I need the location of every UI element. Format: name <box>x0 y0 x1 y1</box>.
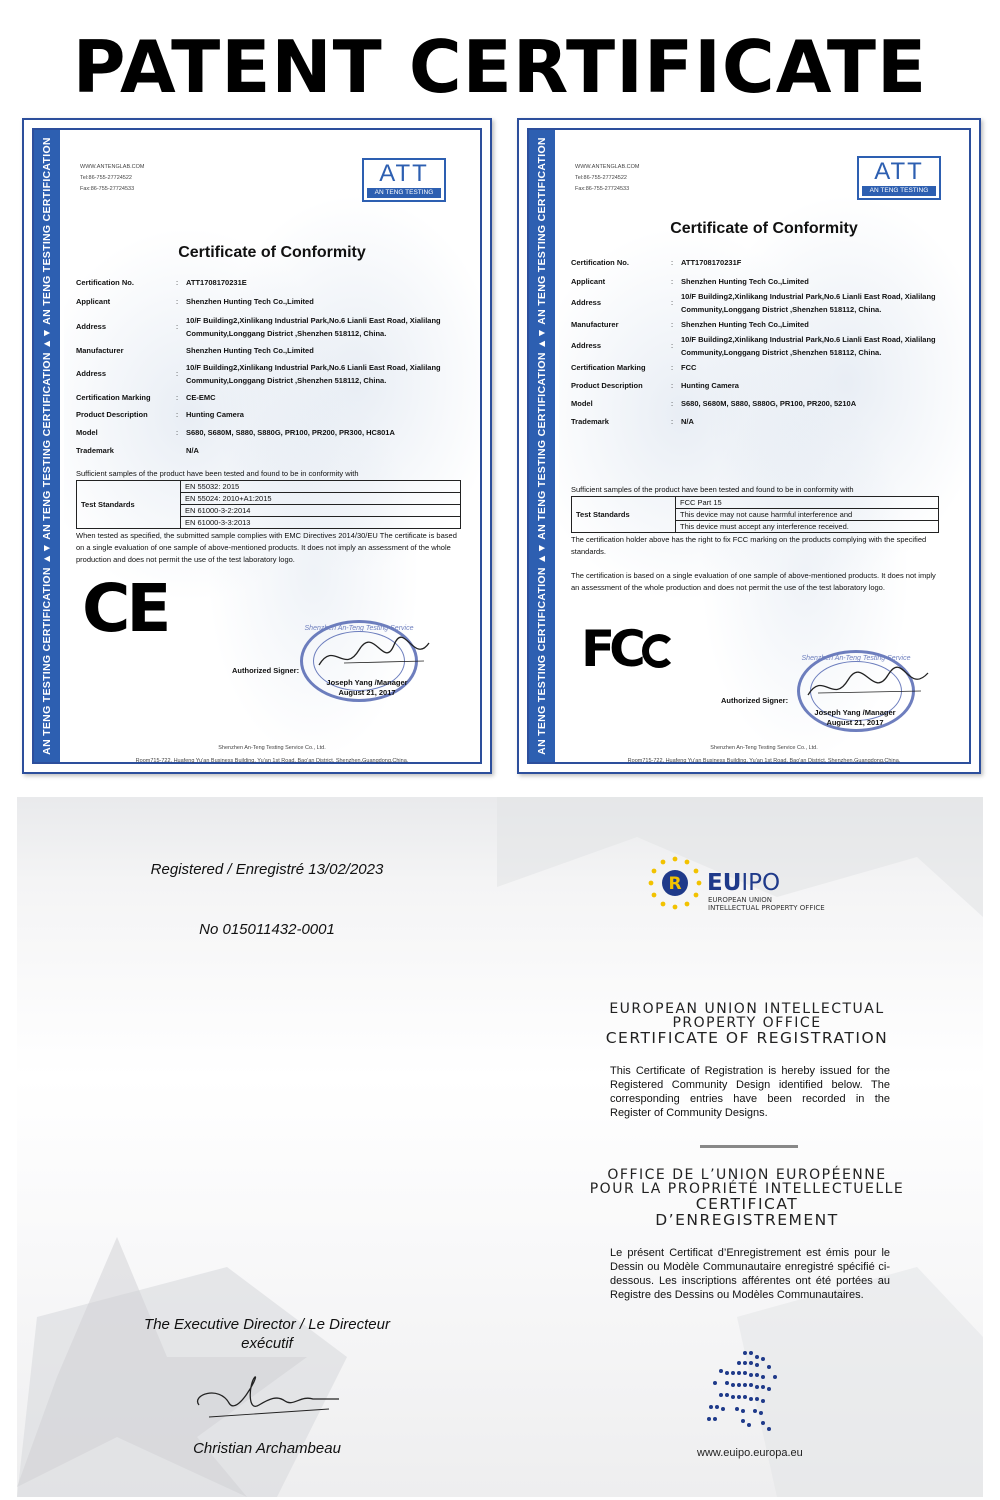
eu-map-graphic <box>697 1345 793 1437</box>
eu-stars-emblem <box>647 855 703 911</box>
evaluation-note: The certification is based on a single evaluation of one sample of above-mentioned products. It does not imply an assessment of the whole production and does not permit the use of the test laboratory logo. <box>571 571 936 592</box>
field-label: Product Description <box>571 381 643 390</box>
side-banner <box>34 130 60 762</box>
field-label: Certification No. <box>76 278 134 287</box>
field-label: Product Description <box>76 410 148 419</box>
certificate-body <box>64 130 480 762</box>
euipo-url: www.euipo.europa.eu <box>697 1447 803 1459</box>
field-value: 10/F Building2,Xinlikang Industrial Park,No.6 Lianli East Road, Xialilang Community,Longgang District ,Shenzhen 518112, China. <box>186 363 441 385</box>
signer-name-text: Joseph Yang /Manager <box>326 678 408 687</box>
svg-text:R: R <box>668 874 682 894</box>
lab-footer <box>559 742 969 768</box>
en-heading-line: CERTIFICATE OF REGISTRATION <box>605 1029 889 1047</box>
field-value: FCC <box>681 363 697 372</box>
stamp-text: Shenzhen An-Teng Testing Service <box>801 655 911 662</box>
side-banner-text: AN TENG TESTING CERTIFICATION ▲▼ AN TENG TESTING CERTIFICATION ▲▼ AN TENG TESTING CERTIFICATION <box>536 137 548 755</box>
euipo-certificate <box>17 797 983 1497</box>
field-row: Certification Marking : CE-EMC <box>76 391 472 404</box>
field-value: 10/F Building2,Xinlikang Industrial Park,No.6 Lianli East Road, Xialilang Community,Longgang District ,Shenzhen 518112, China. <box>681 335 936 357</box>
field-row: Product Description : Hunting Camera <box>76 408 472 421</box>
signature-date: August 21, 2017 <box>826 718 884 727</box>
certificate-fields <box>76 276 472 457</box>
registration-date: Registered / Enregistré 13/02/2023 <box>150 861 384 878</box>
en-heading-line: PROPERTY OFFICE <box>672 1015 822 1031</box>
certificate-fields <box>571 256 961 428</box>
fr-heading-line: CERTIFICAT <box>695 1195 799 1213</box>
field-value: S680, S680M, S880, S880G, PR100, PR200, PR300, HC801A <box>186 428 395 437</box>
field-row: Model : S680, S680M, S880, S880G, PR100, PR200, PR300, HC801A <box>76 426 472 439</box>
standard-item: EN 55024: 2010+A1:2015 <box>181 493 460 505</box>
conformity-statement: Sufficient samples of the product have been tested and found to be in conformity with <box>76 469 359 478</box>
euipo-logo-subtitle <box>708 896 825 912</box>
field-label: Certification Marking <box>571 363 646 372</box>
signature-scribble <box>314 635 434 675</box>
test-standards-label: Test Standards <box>77 481 181 529</box>
field-row: Manufacturer : Shenzhen Hunting Tech Co.,Limited <box>571 318 961 331</box>
field-row: Model : S680, S680M, S880, S880G, PR100, PR200, 5210A <box>571 397 961 410</box>
fr-heading-line: OFFICE DE L’UNION EUROPÉENNE <box>607 1167 887 1183</box>
field-row: Applicant : Shenzhen Hunting Tech Co.,Limited <box>76 295 472 308</box>
lab-footer-name: Shenzhen An-Teng Testing Service Co., Ltd. <box>710 745 818 751</box>
ce-mark: CE <box>82 570 168 647</box>
standard-item: EN 61000-3-3:2013 <box>185 518 251 527</box>
field-row: Product Description : Hunting Camera <box>571 379 961 392</box>
att-logo <box>362 158 446 202</box>
lab-contact <box>80 162 144 195</box>
field-label: Address <box>76 369 107 378</box>
side-banner <box>529 130 555 762</box>
lab-footer-address: Room715-722, Huafeng Yu'an Business Building, Yu'an 1st Road, Bao'an District, Shenzhen,Guangdong,China. <box>627 758 901 764</box>
att-logo-tagline: AN TENG TESTING <box>862 186 936 196</box>
certificate-frame <box>32 128 482 764</box>
field-value: Shenzhen Hunting Tech Co.,Limited <box>681 277 809 286</box>
field-value: 10/F Building2,Xinlikang Industrial Park,No.6 Lianli East Road, Xialilang Community,Longgang District ,Shenzhen 518112, China. <box>186 316 441 338</box>
conformity-statement: Sufficient samples of the product have been tested and found to be in conformity with <box>571 485 854 494</box>
lab-footer-name: Shenzhen An-Teng Testing Service Co., Ltd. <box>218 745 326 751</box>
field-value: N/A <box>186 446 199 455</box>
field-row: Certification No. : ATT1708170231E <box>76 276 472 289</box>
field-value: Shenzhen Hunting Tech Co.,Limited <box>681 320 809 329</box>
test-standards-label: Test Standards <box>572 497 676 533</box>
field-label: Applicant <box>571 277 606 286</box>
field-value: ATT1708170231E <box>186 278 247 287</box>
lab-website: WWW.ANTENGLAB.COM <box>575 164 640 170</box>
lab-footer-address: Room715-722, Huafeng Yu'an Business Building, Yu'an 1st Road, Bao'an District, Shenzhen,Guangdong,China. <box>135 758 409 764</box>
lab-fax: Fax:86-755-27724533 <box>80 186 135 192</box>
field-label: Model <box>571 399 593 408</box>
field-value: CE-EMC <box>186 393 216 402</box>
lab-fax: Fax:86-755-27724533 <box>575 186 630 192</box>
fcc-mark <box>581 620 676 678</box>
lab-telephone: Tel:86-755-27724522 <box>80 175 132 181</box>
field-label: Certification Marking <box>76 393 151 402</box>
certificate-frame <box>527 128 971 764</box>
fr-heading-line: POUR LA PROPRIÉTÉ INTELLECTUELLE <box>589 1181 905 1197</box>
field-value: Shenzhen Hunting Tech Co.,Limited <box>186 297 314 306</box>
standard-item: This device must accept any interference received. <box>680 522 849 531</box>
euipo-logo-sub-2: INTELLECTUAL PROPERTY OFFICE <box>708 904 825 912</box>
field-value: Shenzhen Hunting Tech Co.,Limited <box>186 346 314 355</box>
standard-item: This device may not cause harmful interference and <box>676 509 938 521</box>
ce-certificate <box>22 118 492 774</box>
compliance-note: When tested as specified, the submitted sample complies with EMC Directives 2014/30/EU The certificate is based on a single evaluation of one sample of above-mentioned products. It does not imply an assessment of the whole production and does not permit the use of the test laboratory logo. <box>76 531 457 564</box>
signer-name <box>799 708 911 728</box>
standard-item: EN 61000-3-2:2014 <box>181 505 460 517</box>
signature-date: August 21, 2017 <box>338 688 396 697</box>
fr-heading-line: D’ENREGISTREMENT <box>655 1211 839 1229</box>
field-row: Address : 10/F Building2,Xinlikang Industrial Park,No.6 Lianli East Road, Xialilang Community,Longgang District ,Shenzhen 518112, China. <box>571 333 961 359</box>
field-row <box>76 444 472 457</box>
field-label: Trademark <box>571 417 609 426</box>
field-label: Address <box>571 298 602 307</box>
field-label: Manufacturer <box>571 320 619 329</box>
field-row: Address : 10/F Building2,Xinlikang Industrial Park,No.6 Lianli East Road, Xialilang Community,Longgang District ,Shenzhen 518112, China. <box>76 361 472 387</box>
standard-item: EN 55032: 2015 <box>181 481 460 493</box>
test-standards-table <box>76 480 461 529</box>
page-headline: PATENT CERTIFICATE <box>72 25 928 109</box>
field-value: ATT1708170231F <box>681 258 742 267</box>
en-heading-line: EUROPEAN UNION INTELLECTUAL <box>609 1001 885 1017</box>
lab-telephone: Tel:86-755-27724522 <box>575 175 627 181</box>
fcc-marking-note: The certification holder above has the right to fix FCC marking on the products complying with the specified standards. <box>571 535 927 556</box>
att-logo <box>857 156 941 200</box>
att-logo-tagline: AN TENG TESTING <box>367 188 441 198</box>
signer-name <box>312 678 422 698</box>
euipo-wordmark-ipo: IPO <box>741 870 781 896</box>
lab-contact <box>575 162 639 195</box>
lab-footer <box>64 742 480 768</box>
field-label: Applicant <box>76 297 111 306</box>
field-row: Trademark : N/A <box>571 415 961 428</box>
english-heading <box>537 1002 957 1046</box>
field-label: Model <box>76 428 98 437</box>
certificate-body <box>559 130 969 762</box>
field-label: Manufacturer <box>76 346 124 355</box>
registration-number: No 015011432-0001 <box>199 921 335 938</box>
field-label: Certification No. <box>571 258 629 267</box>
english-paragraph: This Certificate of Registration is hereby issued for the Registered Community Design identified below. The corresponding entries have been recorded in the Register of Community Designs. <box>610 1065 890 1119</box>
att-logo-letters: ATT <box>874 158 924 185</box>
signer-name-text: Joseph Yang /Manager <box>814 708 896 717</box>
att-logo-letters: ATT <box>379 160 429 187</box>
section-divider <box>700 1145 798 1148</box>
field-label: Address <box>76 322 107 331</box>
background-star-shapes <box>17 797 983 1497</box>
field-row: Address : 10/F Building2,Xinlikang Industrial Park,No.6 Lianli East Road, Xialilang Community,Longgang District ,Shenzhen 518112, China. <box>571 290 961 316</box>
field-row <box>76 344 472 357</box>
authorized-signer-label: Authorized Signer: <box>232 666 300 675</box>
authorized-signer-label: Authorized Signer: <box>721 696 789 705</box>
euipo-logo-sub-1: EUROPEAN UNION <box>708 896 772 904</box>
director-title: The Executive Director / Le Directeur exécutif <box>144 1316 390 1352</box>
test-standards-table <box>571 496 939 533</box>
field-row: Address : 10/F Building2,Xinlikang Industrial Park,No.6 Lianli East Road, Xialilang Community,Longgang District ,Shenzhen 518112, China. <box>76 314 472 340</box>
field-value: Hunting Camera <box>681 381 739 390</box>
field-value: 10/F Building2,Xinlikang Industrial Park,No.6 Lianli East Road, Xialilang Community,Longgang District ,Shenzhen 518112, China. <box>681 292 936 314</box>
french-heading <box>537 1168 957 1228</box>
signature-scribble <box>803 665 933 705</box>
certificate-title: Certificate of Conformity <box>670 220 858 237</box>
euipo-wordmark-eu: EU <box>707 870 742 896</box>
field-row: Certification No. : ATT1708170231F <box>571 256 961 269</box>
field-row: Applicant : Shenzhen Hunting Tech Co.,Limited <box>571 275 961 288</box>
french-paragraph: Le présent Certificat d’Enregistrement est émis pour le Dessin ou Modèle Communautaire enregistré spécifié ci-dessous. Les inscriptions afférentes ont été portées au Registre des Dessins ou Modèles Communautaires. <box>610 1247 890 1301</box>
field-label: Trademark <box>76 446 114 455</box>
field-label: Address <box>571 341 602 350</box>
field-row: Certification Marking : FCC <box>571 361 961 374</box>
certificate-title: Certificate of Conformity <box>178 244 366 261</box>
field-value: N/A <box>681 417 694 426</box>
fcc-certificate <box>517 118 981 774</box>
side-banner-text: AN TENG TESTING CERTIFICATION ▲▼ AN TENG TESTING CERTIFICATION ▲▼ AN TENG TESTING CERTIFICATION <box>41 137 53 755</box>
field-value: S680, S680M, S880, S880G, PR100, PR200, 5210A <box>681 399 857 408</box>
stamp-text: Shenzhen An-Teng Testing Service <box>304 625 414 632</box>
lab-website: WWW.ANTENGLAB.COM <box>80 164 145 170</box>
standard-item: FCC Part 15 <box>676 497 938 509</box>
euipo-wordmark <box>707 870 780 896</box>
director-signature <box>189 1365 349 1425</box>
fcc-mark-text: FC <box>581 620 640 678</box>
field-value: Hunting Camera <box>186 410 244 419</box>
director-name: Christian Archambeau <box>193 1440 341 1457</box>
